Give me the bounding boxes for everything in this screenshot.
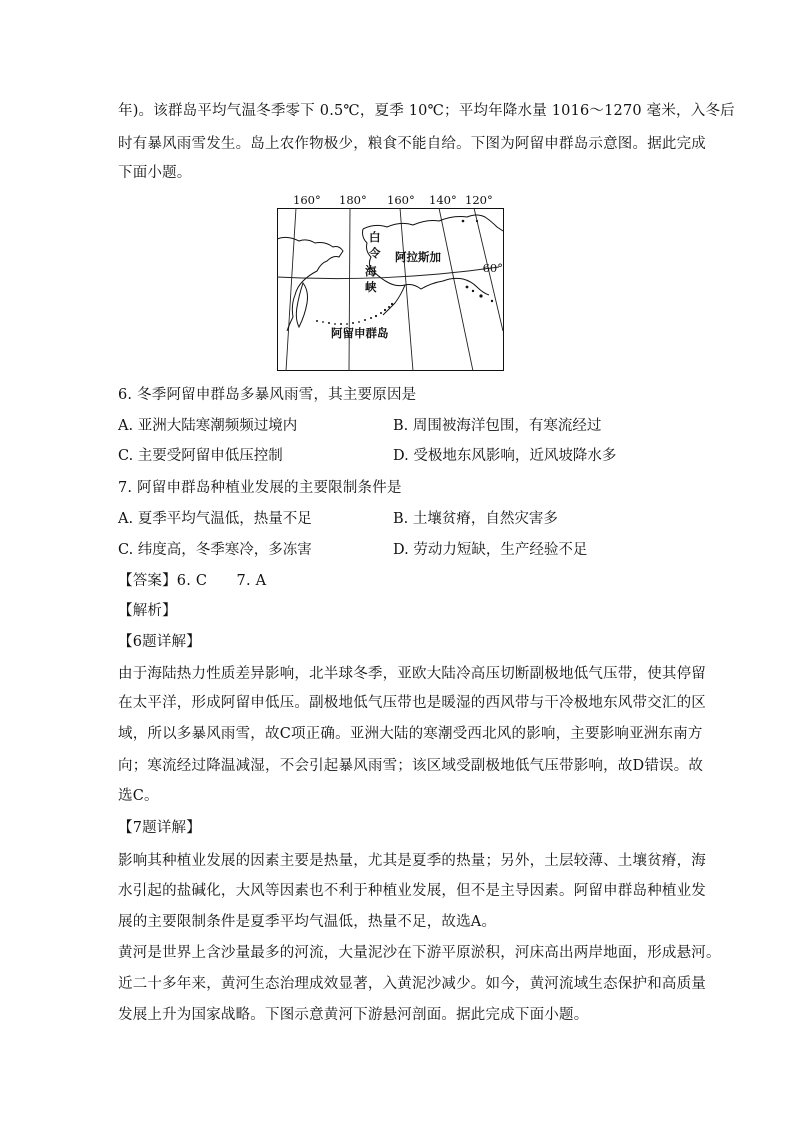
intro-line-3: 下面小题。	[118, 165, 192, 181]
q7-detail-line-1: 影响其种植业发展的因素主要是热量，尤其是夏季的热量；另外，土层较薄、土壤贫瘠，海	[118, 853, 706, 869]
analysis-title: 【解析】	[118, 603, 177, 619]
map-frame	[278, 209, 504, 371]
q7-option-b: B. 土壤贫瘠，自然灾害多	[393, 511, 558, 527]
intro-line-1: 年)。该群岛平均气温冬季零下 0.5℃，夏季 10℃；平均年降水量 1016～1270 毫米，入冬后	[118, 103, 735, 119]
lon-label-3: 160°	[387, 193, 415, 207]
kamchatka-peninsula	[296, 283, 307, 327]
q7-detail-line-3: 展的主要限制条件是夏季平均气温低，热量不足，故选A。	[118, 914, 497, 930]
q7-detail-title: 【7题详解】	[118, 820, 201, 836]
q6-detail-line-3: 域，所以多暴风雨雪，故C项正确。亚洲大陆的寒潮受西北风的影响，主要影响亚洲东南方	[118, 726, 703, 742]
intro-line-2: 时有暴风雨雪发生。岛上农作物极少，粮食不能自给。下图为阿留申群岛示意图。据此完成	[118, 136, 706, 152]
q7-stem: 7. 阿留申群岛种植业发展的主要限制条件是	[118, 480, 402, 496]
lon-label-4: 140°	[429, 193, 457, 207]
q7-option-a: A. 夏季平均气温低，热量不足	[118, 511, 312, 527]
q6-detail-line-1: 由于海陆热力性质差异影响，北半球冬季，亚欧大陆冷高压切断副极地低气压带，使其停留	[118, 666, 706, 682]
q7-detail-line-2: 水引起的盐碱化，大风等因素也不利于种植业发展，但不是主导因素。阿留申群岛种植业发	[118, 883, 706, 899]
lon-label-1: 160°	[293, 193, 321, 207]
aleutian-label: 阿留申群岛	[331, 326, 389, 340]
q6-option-a: A. 亚洲大陆寒潮频频过境内	[118, 418, 298, 434]
meridian-lines	[286, 208, 503, 371]
q6-stem: 6. 冬季阿留申群岛多暴风雨雪，其主要原因是	[118, 387, 417, 403]
aleutian-islands	[316, 303, 393, 325]
strait-char-4: 峡	[365, 280, 377, 294]
q6-option-b: B. 周围被海洋包围，有寒流经过	[393, 418, 602, 434]
q6-detail-line-2: 在太平洋，形成阿留申低压。副极地低气压带也是暖湿的西风带与干冷极地东风带交汇的区	[118, 695, 706, 711]
alaska-label: 阿拉斯加	[395, 250, 441, 264]
strait-char-1: 白	[369, 230, 381, 244]
lat-label: 60°	[482, 261, 503, 275]
parallel-60	[277, 267, 499, 279]
answer-line: 【答案】6. C 7. A	[118, 573, 267, 589]
q6-detail-line-5: 选C。	[118, 788, 159, 804]
strait-char-3: 海	[365, 264, 377, 278]
next-passage-line-3: 发展上升为国家战略。下图示意黄河下游悬河剖面。据此完成下面小题。	[118, 1007, 589, 1023]
arctic-coast	[363, 215, 503, 231]
next-passage-line-2: 近二十多年来，黄河生态治理成效显著，入黄泥沙减少。如今，黄河流域生态保护和高质量	[118, 976, 706, 992]
lon-label-5: 120°	[465, 193, 493, 207]
q6-option-d: D. 受极地东风影响，近风坡降水多	[393, 448, 617, 464]
next-passage-line-1: 黄河是世界上含沙量最多的河流，大量泥沙在下游平原淤积，河床高出两岸地面，形成悬河。	[118, 945, 721, 961]
alaska-peninsula	[383, 285, 405, 315]
q7-option-d: D. 劳动力短缺，生产经验不足	[393, 542, 588, 558]
q6-detail-title: 【6题详解】	[118, 634, 201, 650]
q6-option-c: C. 主要受阿留申低压控制	[118, 448, 283, 464]
map-svg	[277, 191, 504, 371]
asia-coastline	[277, 237, 343, 331]
aleutian-map	[277, 191, 504, 371]
lon-label-2: 180°	[339, 193, 367, 207]
q6-detail-line-4: 向；寒流经过降温减湿，不会引起暴风雨雪；该区域受副极地低气压带影响，故D错误。故	[118, 758, 704, 774]
strait-char-2: 令	[369, 246, 381, 260]
q7-option-c: C. 纬度高，冬季寒冷，多冻害	[118, 542, 312, 558]
